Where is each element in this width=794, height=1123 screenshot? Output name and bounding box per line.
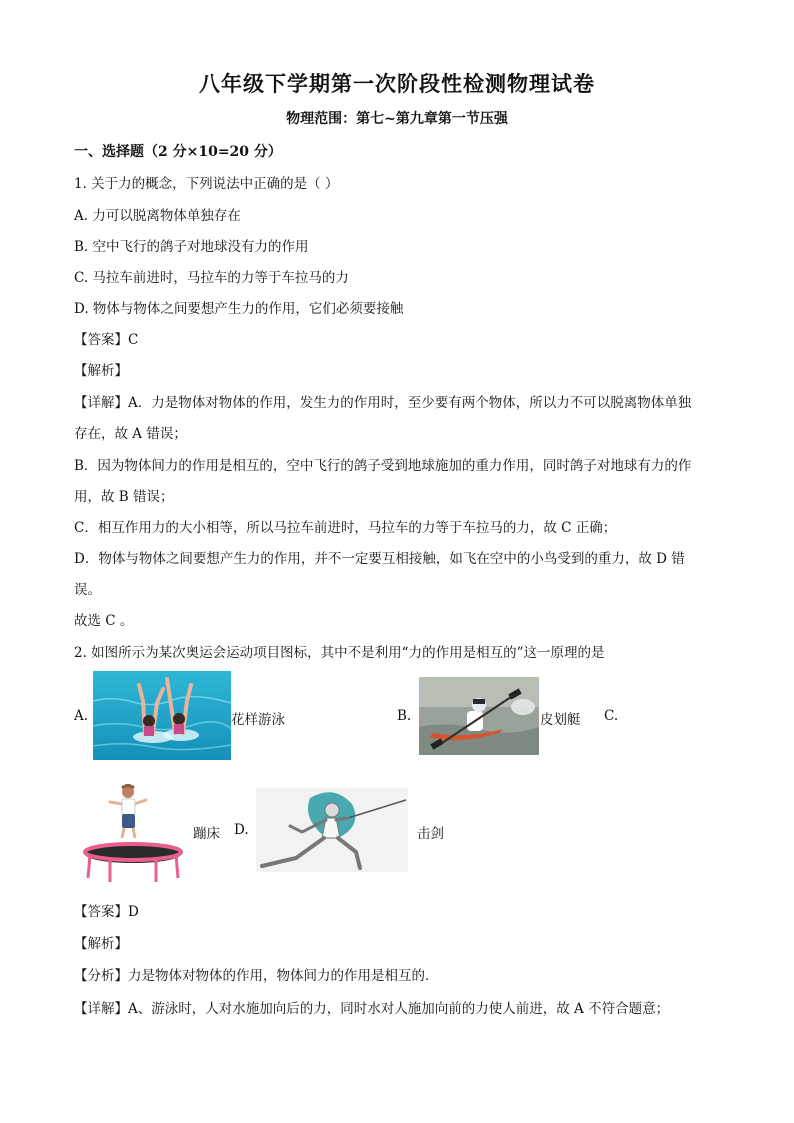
detail-tag: 【详解】 <box>74 395 128 411</box>
q2-option-b-label: 皮划艇 <box>540 712 581 728</box>
q2-option-d-letter: D. <box>234 822 249 838</box>
section-heading: 一、选择题（2 分×10=20 分） <box>74 144 282 160</box>
q1-stem: 1. 关于力的概念，下列说法中正确的是（ ） <box>74 176 339 192</box>
q1-detail-line-6: D．物体与物体之间要想产生力的作用，并不一定要互相接触，如飞在空中的小鸟受到的重力，故 D 错 <box>74 551 685 567</box>
synchronized-swimming-image <box>93 671 231 760</box>
page-subtitle: 物理范围：第七~第九章第一节压强 <box>286 111 508 127</box>
fenxi-tag: 【分析】 <box>74 968 128 984</box>
fencing-image <box>256 788 408 872</box>
answer-tag: 【答案】 <box>74 904 128 920</box>
q2-option-b-letter: B. <box>397 708 412 724</box>
q1-answer <box>74 328 138 348</box>
q1-detail-line-7: 误。 <box>74 582 101 598</box>
q2-option-c-letter: C. <box>604 708 619 724</box>
q2-answer <box>74 900 139 920</box>
q2-detail <box>74 997 669 1017</box>
q1-detail-line-2: 存在，故 A 错误； <box>74 426 187 442</box>
q1-option-c: C. 马拉车前进时，马拉车的力等于车拉马的力 <box>74 270 349 286</box>
detail-text: A．力是物体对物体的作用，发生力的作用时，至少要有两个物体，所以力不可以脱离物体单独 <box>128 395 692 411</box>
q2-stem: 2. 如图所示为某次奥运会运动项目图标，其中不是利用“力的作用是相互的”这一原理的是 <box>74 645 605 661</box>
q2-option-a-label: 花样游泳 <box>231 712 285 728</box>
q1-detail-line-3: B．因为物体间力的作用是相互的，空中飞行的鸽子受到地球施加的重力作用，同时鸽子对地球有力的作 <box>74 458 692 474</box>
q1-detail-line-1 <box>74 391 691 411</box>
fenxi-text: 力是物体对物体的作用，物体间力的作用是相互的． <box>128 968 439 984</box>
q1-option-a: A. 力可以脱离物体单独存在 <box>74 208 241 224</box>
detail-tag: 【详解】 <box>74 1001 128 1017</box>
answer-value: D <box>128 904 139 920</box>
canoe-kayak-image <box>419 677 539 755</box>
q1-option-b: B. 空中飞行的鸽子对地球没有力的作用 <box>74 239 309 255</box>
answer-value: C <box>128 332 139 348</box>
answer-tag: 【答案】 <box>74 332 128 348</box>
q1-detail-line-5: C．相互作用力的大小相等，所以马拉车前进时，马拉车的力等于车拉马的力，故 C 正确； <box>74 520 617 536</box>
q2-option-c-label: 蹦床 <box>193 826 220 842</box>
q1-detail-line-4: 用，故 B 错误； <box>74 489 174 505</box>
page-title: 八年级下学期第一次阶段性检测物理试卷 <box>199 71 595 96</box>
q2-option-a-letter: A. <box>74 708 89 724</box>
q2-option-d-label: 击剑 <box>417 826 444 842</box>
q2-fenxi <box>74 964 439 984</box>
detail-text: A、游泳时，人对水施加向后的力，同时水对人施加向前的力使人前进，故 A 不符合题意； <box>128 1001 670 1017</box>
q1-analysis-tag: 【解析】 <box>74 363 128 379</box>
q2-analysis-tag: 【解析】 <box>74 936 128 952</box>
q1-option-d: D. 物体与物体之间要想产生力的作用，它们必须要接触 <box>74 301 404 317</box>
trampoline-image <box>80 782 186 884</box>
q1-conclusion: 故选 C 。 <box>74 613 134 629</box>
